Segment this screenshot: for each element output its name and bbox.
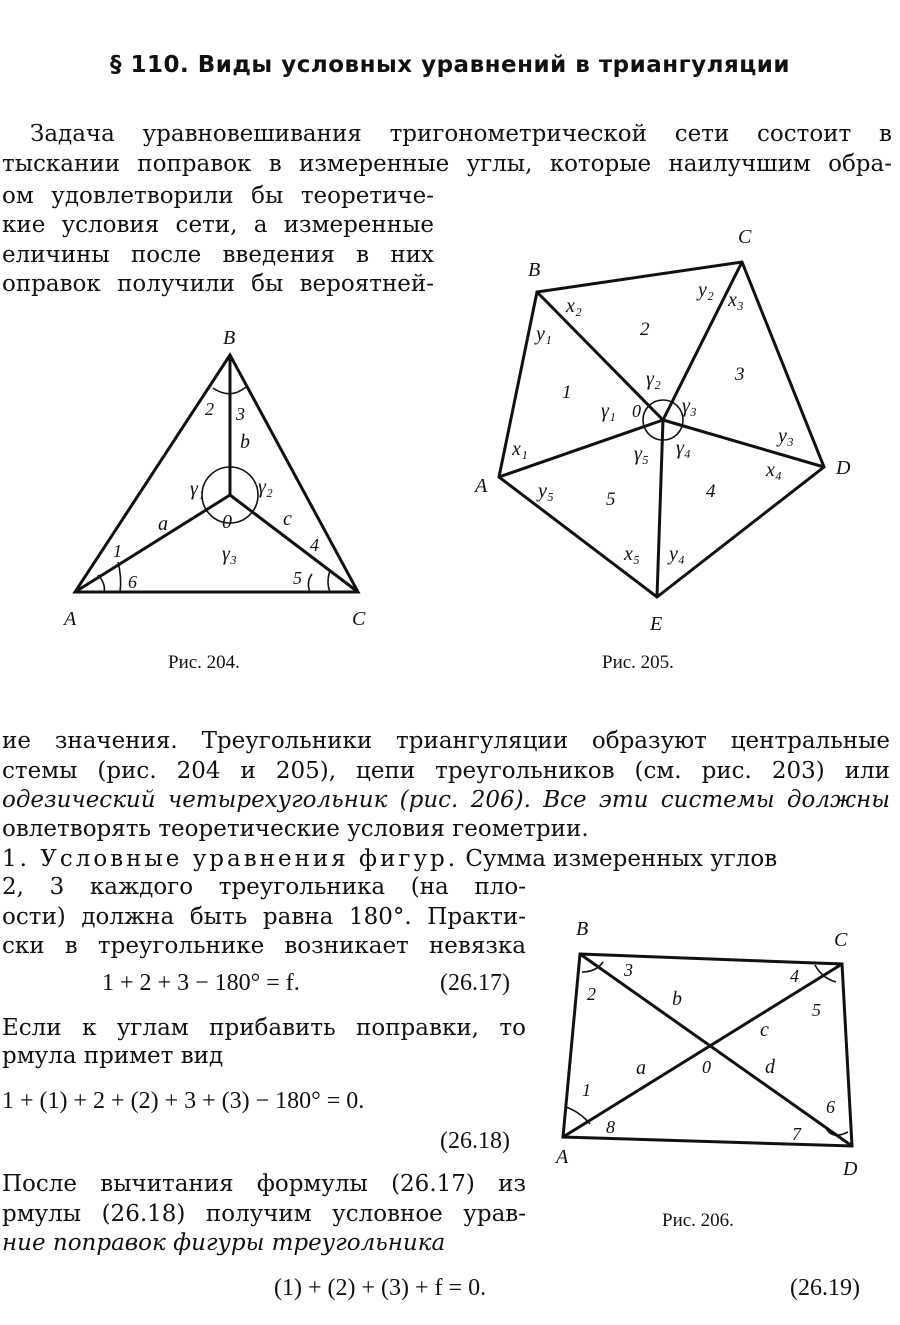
intro-line-1: Задача уравновешивания тригонометрической сети состоит в	[30, 121, 892, 147]
fig204-label-B: B	[223, 327, 236, 349]
fig205-label-t2: 2	[640, 319, 650, 340]
intro-line-2: тыскании поправок в измеренные углы, которые наилучшим обра-	[2, 151, 892, 177]
fig205-label-t4: 4	[706, 481, 716, 502]
body-line-9: Если к углам прибавить поправки, то	[2, 1015, 526, 1041]
fig206-label-O: 0	[702, 1057, 711, 1077]
fig205-label-B: B	[528, 259, 541, 281]
fig204-label-1: 1	[113, 541, 122, 561]
fig204-label-6: 6	[128, 572, 137, 592]
fig206-label-D: D	[843, 1158, 858, 1180]
fig205-label-y4: y₄	[669, 543, 685, 565]
body-line-4: овлетворять теоретические условия геометрии.	[2, 816, 589, 842]
figure-205	[460, 215, 890, 645]
fig205-label-A: A	[475, 475, 488, 497]
fig205-label-y1: y₁	[536, 323, 552, 345]
fig204-label-3: 3	[236, 404, 245, 424]
fig206-label-3: 3	[624, 960, 633, 980]
equation-26-17-number: (26.17)	[440, 970, 510, 996]
body-line-12: рмулы (26.18) получим условное урав-	[2, 1201, 526, 1227]
fig206-label-B: B	[576, 918, 589, 940]
fig205-label-x2: x₂	[566, 295, 582, 317]
fig205-label-C: C	[738, 226, 752, 248]
equation-26-17: 1 + 2 + 3 − 180° = f.	[102, 970, 300, 996]
fig206-label-b: b	[672, 988, 682, 1010]
body-line-3: одезический четырехугольник (рис. 206). Все эти системы должны	[2, 787, 890, 813]
equation-26-18-number: (26.18)	[440, 1128, 510, 1154]
section-heading: § 110. Виды условных уравнений в триангуляции	[109, 52, 791, 78]
fig205-label-y2: y₂	[698, 279, 714, 301]
equation-26-18: 1 + (1) + 2 + (2) + 3 + (3) − 180° = 0.	[2, 1088, 365, 1114]
fig204-label-a: a	[158, 513, 168, 535]
fig205-label-t3: 3	[735, 364, 745, 385]
paragraph-heading: 1. Условные уравнения фигур.	[2, 846, 459, 872]
fig205-label-x4: x₄	[766, 459, 782, 481]
fig205-label-x3: x₃	[728, 289, 744, 311]
fig206-label-6: 6	[826, 1097, 835, 1117]
fig206-label-8: 8	[606, 1117, 615, 1137]
body-line-1: ие значения. Треугольники триангуляции образуют центральные	[2, 728, 890, 754]
body-line-7: ости) должна быть равна 180°. Практи-	[2, 904, 526, 930]
fig206-label-C: C	[834, 929, 848, 951]
equation-26-19: (1) + (2) + (3) + f = 0.	[274, 1275, 487, 1301]
fig206-label-A: A	[556, 1146, 569, 1168]
figure-206	[540, 910, 890, 1190]
fig204-label-g1: γ₁	[190, 478, 205, 500]
fig204-caption: Рис. 204.	[168, 652, 240, 673]
fig206-label-2: 2	[587, 984, 596, 1004]
fig205-label-y3: y₃	[778, 425, 794, 447]
figure-204	[55, 320, 385, 640]
intro-line-5: еличины после введения в них	[2, 242, 434, 268]
body-line-6: 2, 3 каждого треугольника (на пло-	[2, 874, 526, 900]
fig205-label-g1: γ₁	[601, 400, 616, 422]
fig205-label-t1: 1	[562, 382, 572, 403]
equation-26-19-number: (26.19)	[790, 1275, 860, 1301]
paragraph-text: Сумма измеренных углов	[465, 846, 778, 872]
fig204-label-5: 5	[293, 568, 302, 588]
fig206-label-c: c	[760, 1019, 769, 1041]
body-line-5	[2, 845, 890, 873]
fig204-label-O: 0	[222, 511, 232, 533]
fig205-label-y5: y₅	[538, 480, 554, 502]
body-line-11: После вычитания формулы (26.17) из	[2, 1171, 526, 1197]
fig205-label-t5: 5	[606, 489, 616, 510]
intro-line-4: кие условия сети, а измеренные	[2, 212, 434, 238]
intro-line-3: ом удовлетворили бы теоретиче-	[2, 183, 434, 209]
body-line-8: ски в треугольнике возникает невязка	[2, 933, 526, 959]
fig206-label-5: 5	[812, 1000, 821, 1020]
fig205-label-E: E	[650, 613, 663, 635]
fig206-label-d: d	[765, 1056, 775, 1078]
body-line-10: рмула примет вид	[2, 1043, 224, 1069]
fig206-label-a: a	[636, 1057, 646, 1079]
fig204-label-4: 4	[310, 535, 319, 555]
fig204-label-c: c	[283, 508, 292, 530]
fig205-label-g4: γ₄	[676, 437, 691, 459]
fig206-label-7: 7	[792, 1124, 801, 1144]
fig204-label-b: b	[240, 431, 250, 453]
fig205-label-g2: γ₂	[646, 368, 661, 390]
body-line-2: стемы (рис. 204 и 205), цепи треугольников (см. рис. 203) или	[2, 758, 890, 784]
fig205-caption: Рис. 205.	[602, 652, 674, 673]
intro-line-6: оправок получили бы вероятней-	[2, 271, 434, 297]
fig206-label-1: 1	[582, 1080, 591, 1100]
fig205-label-g5: γ₅	[634, 443, 649, 465]
fig205-label-D: D	[836, 457, 851, 479]
fig206-caption: Рис. 206.	[662, 1210, 734, 1231]
fig205-label-g3: γ₃	[682, 395, 697, 417]
body-line-13: ние поправок фигуры треугольника	[2, 1230, 446, 1256]
fig205-label-x5: x₅	[624, 543, 640, 565]
fig205-label-x1: x₁	[512, 438, 528, 460]
fig204-label-C: C	[352, 608, 366, 630]
fig205-label-O: 0	[632, 401, 641, 421]
fig204-label-A: A	[64, 608, 77, 630]
fig204-label-g3: γ₃	[222, 543, 237, 565]
fig206-label-4: 4	[790, 966, 799, 986]
fig204-label-2: 2	[205, 399, 214, 419]
fig204-label-g2: γ₂	[258, 476, 273, 498]
